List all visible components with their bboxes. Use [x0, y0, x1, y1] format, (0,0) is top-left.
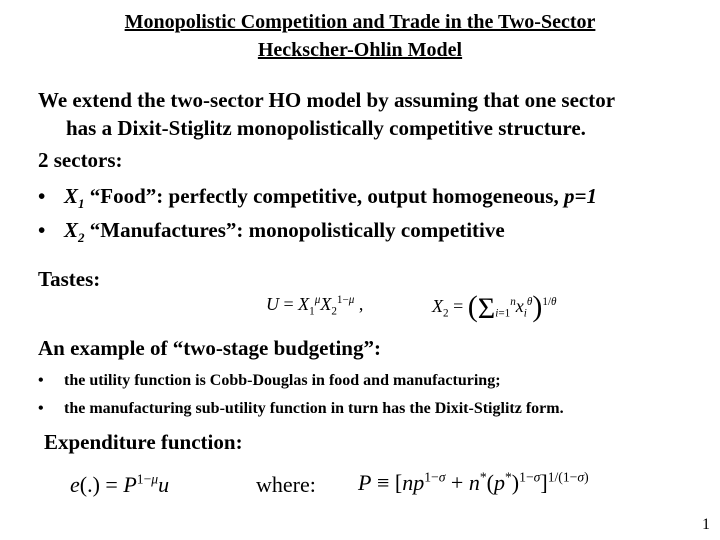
- slide-title: [0, 8, 720, 64]
- var-sub: 1: [78, 196, 85, 212]
- sector-bullet-manufactures: [38, 216, 505, 244]
- where-label: where:: [256, 472, 316, 497]
- bullet-tail: p=1: [563, 184, 597, 208]
- sub-bullet-2-text: the manufacturing sub-utility function in turn has the Dixit-Stiglitz form.: [64, 400, 564, 417]
- title-line-2: Heckscher-Ohlin Model: [257, 39, 463, 61]
- bullet-dot: •: [38, 218, 46, 242]
- expenditure-formula: $e(.) = P^{1-\mu}u$: [70, 471, 170, 497]
- intro-line-1: We extend the two-sector HO model by assuming that one sector: [38, 88, 616, 112]
- subutility-formula: $X_2 = (\Sigma_{i=1}^nx_i^\theta)^{1/\theta}$: [432, 290, 557, 325]
- bullet-dot: •: [38, 372, 44, 389]
- bullet-text: “Manufactures”: monopolistically competitive: [84, 218, 505, 242]
- price-index-formula: $P \equiv [np^{1-\sigma} + n^*(p^*)^{1-\sigma}]^{1/(1-\sigma)}$: [358, 469, 589, 495]
- sub-bullet-1-text: the utility function is Cobb-Douglas in food and manufacturing;: [64, 372, 501, 389]
- intro-line-2: has a Dixit-Stiglitz monopolistically competitive structure.: [66, 116, 586, 140]
- var-x: X: [64, 218, 79, 242]
- sectors-label: 2 sectors:: [38, 148, 123, 172]
- expenditure-label: Expenditure function:: [44, 430, 243, 454]
- utility-formula: $U = X_1^\mu X_2^{1-\mu}$ ,: [266, 294, 364, 318]
- sector-bullet-food: [38, 182, 597, 210]
- sub-bullet-2: [38, 395, 564, 423]
- title-line-1: Monopolistic Competition and Trade in the Two-Sector: [124, 11, 596, 33]
- bullet-dot: •: [38, 184, 46, 208]
- example-label: An example of “two-stage budgeting”:: [38, 336, 381, 360]
- var-sub: 2: [78, 230, 85, 246]
- var-x: X: [64, 184, 79, 208]
- bullet-text: “Food”: perfectly competitive, output homogeneous,: [84, 184, 564, 208]
- bullet-dot: •: [38, 400, 44, 417]
- tastes-label: Tastes:: [38, 267, 101, 291]
- sub-bullet-1: [38, 367, 501, 395]
- page-number: 1: [702, 516, 710, 533]
